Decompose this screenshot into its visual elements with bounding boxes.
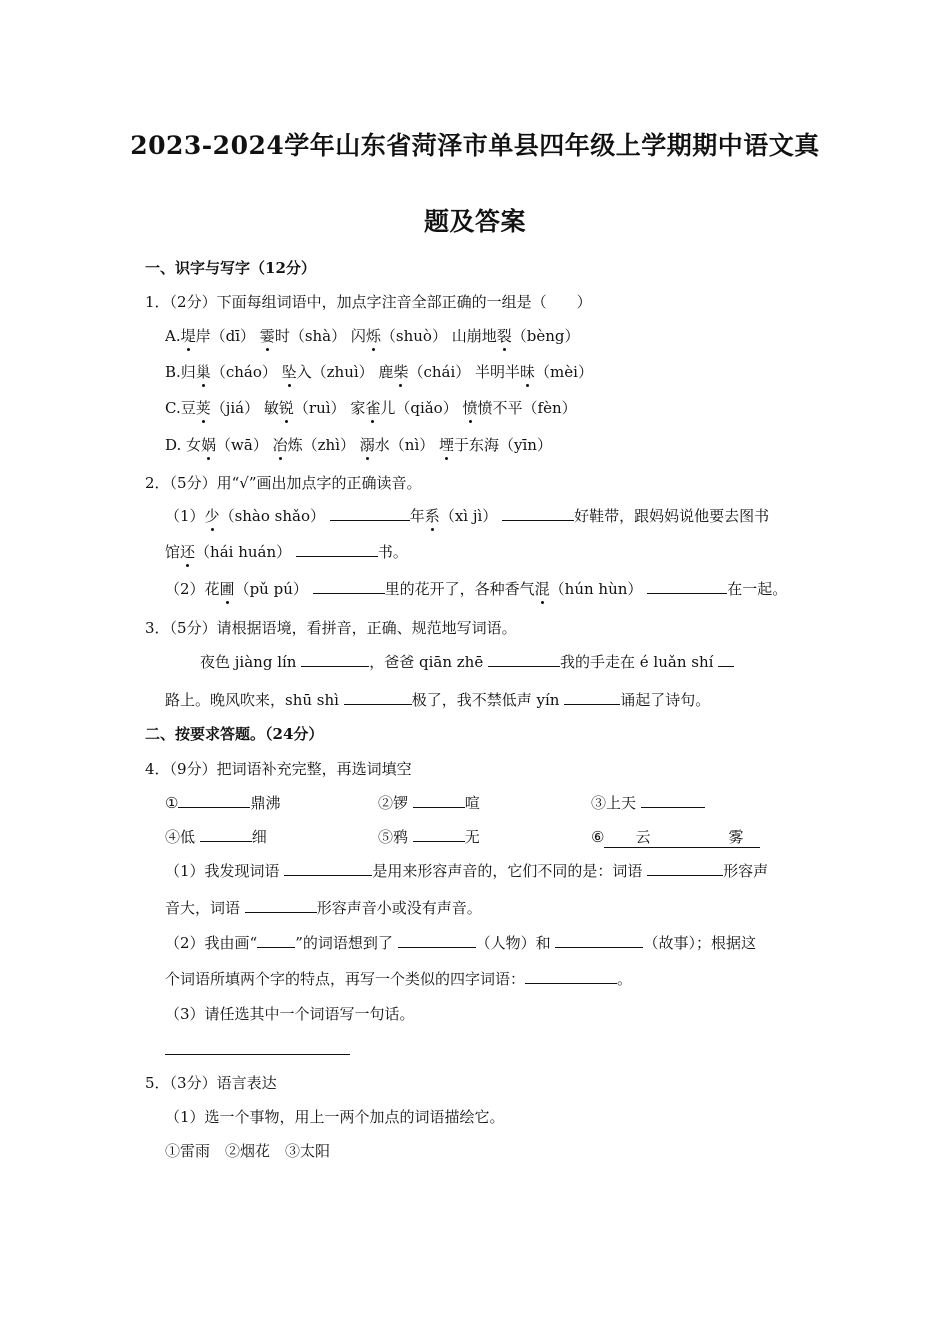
- q5-options: ①雷雨 ②烟花 ③太阳: [165, 1142, 331, 1160]
- q4-item-1: ① 鼎沸: [165, 794, 281, 812]
- q5-stem: 5．（3分）语言表达: [145, 1074, 277, 1092]
- q4-part2-cont: 个词语所填两个字的特点，再写一个类似的四字词语： 。: [165, 970, 633, 988]
- q2-stem: 2．（5分）用“√”画出加点字的正确读音。: [145, 474, 422, 492]
- q4-answer-line: [165, 1054, 350, 1055]
- doc-title-line1: 2023-2024学年山东省菏泽市单县四年级上学期期中语文真: [130, 131, 820, 160]
- q1-option-d: D. 女娲（wā） 冶炼（zhì） 溺水（nì） 堙于东海（yīn）: [165, 436, 552, 454]
- q4-item-5: ⑤鸦 无: [378, 828, 480, 846]
- q4-part1: （1）我发现词语 是用来形容声音的，它们不同的是：词语 形容声: [165, 862, 769, 880]
- q1-option-a: A.堤岸（dī） 霎时（shà） 闪烁（shuò） 山崩地裂（bèng）: [165, 327, 580, 345]
- q2-line1: （1）少（shào shǎo） 年系（xì jì） 好鞋带，跟妈妈说他要去图书: [165, 507, 770, 525]
- q1-stem: 1．（2分）下面每组词语中，加点字注音全部正确的一组是（ ）: [145, 293, 592, 311]
- q2-line3: （2）花圃（pǔ pú） 里的花开了，各种香气混（hún hùn） 在一起。: [165, 580, 788, 598]
- q1-option-b: B.归巢（cháo） 坠入（zhuì） 鹿柴（chái） 半明半昧（mèi）: [165, 363, 593, 381]
- q4-stem: 4．（9分）把词语补充完整，再选词填空: [145, 760, 412, 778]
- q2-line2: 馆还（hái huán） 书。: [165, 543, 408, 561]
- q4-part2: （2）我由画“ ”的词语想到了 （人物）和 （故事）；根据这: [165, 934, 756, 952]
- q4-item-6: ⑥ 云 雾: [591, 827, 760, 848]
- q4-item-2: ②锣 喧: [378, 794, 480, 812]
- section-1-heading: 一、识字与写字（12分）: [145, 259, 316, 277]
- q4-item-3: ③上天: [591, 793, 705, 813]
- section-2-heading: 二、按要求答题。（24分）: [145, 725, 324, 743]
- q3-line2: 路上。晚风吹来，shū shì 极了，我不禁低声 yín 诵起了诗句。: [165, 691, 711, 709]
- doc-title-line2: 题及答案: [423, 207, 526, 236]
- q3-stem: 3．（5分）请根据语境，看拼音，正确、规范地写词语。: [145, 619, 517, 637]
- q4-part1-cont: 音大，词语 形容声音小或没有声音。: [165, 899, 482, 917]
- q5-part1: （1）选一个事物，用上一两个加点的词语描绘它。: [165, 1108, 505, 1126]
- q1-option-c: C.豆荚（jiá） 敏锐（ruì） 家雀儿（qiǎo） 愤愤不平（fèn）: [165, 399, 577, 417]
- q3-line1: 夜色 jiàng lín ，爸爸 qiān zhē 我的手走在 é luǎn shí: [200, 652, 734, 672]
- q4-item-4: ④低 细: [165, 828, 267, 846]
- q4-part3: （3）请任选其中一个词语写一句话。: [165, 1005, 415, 1023]
